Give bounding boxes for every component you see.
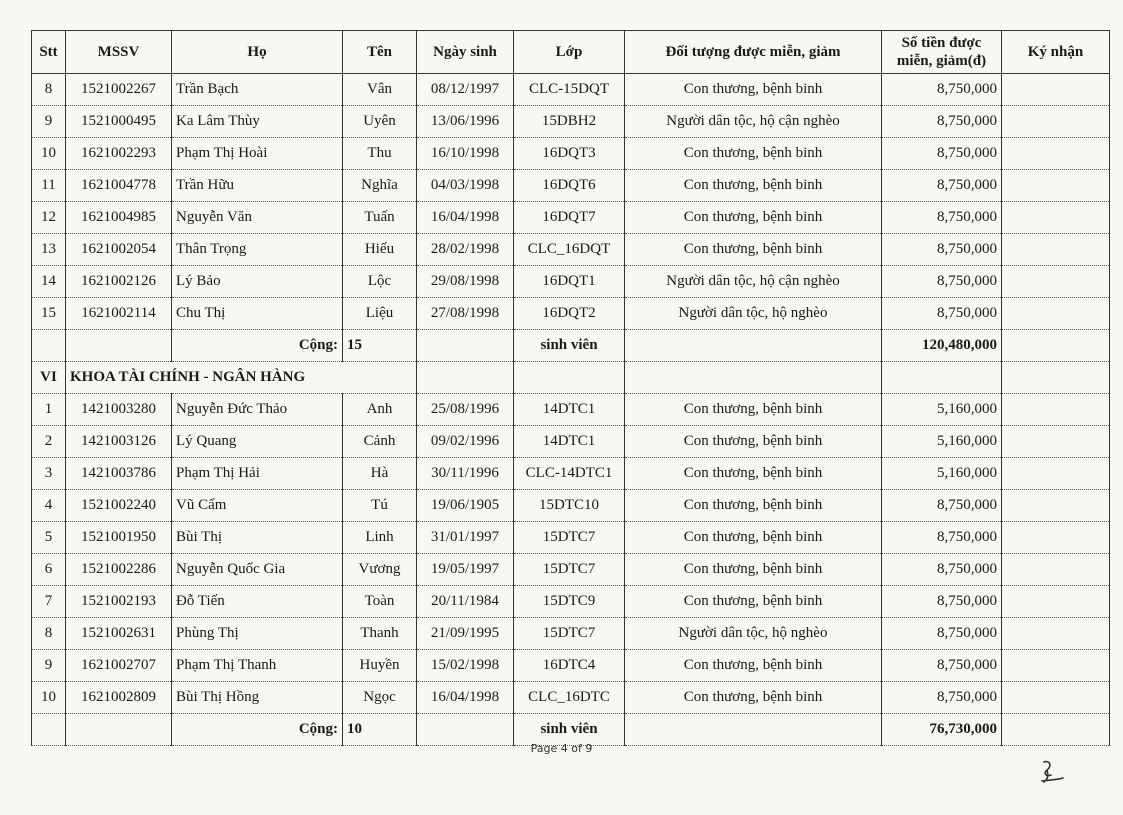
cell-so-tien: 8,750,000 bbox=[882, 170, 1002, 202]
cell-ho: Vũ Cẩm bbox=[172, 490, 343, 522]
cell-ngay-sinh: 31/01/1997 bbox=[417, 522, 514, 554]
cell-ten: Vương bbox=[343, 554, 417, 586]
cell-ngay-sinh: 29/08/1998 bbox=[417, 266, 514, 298]
group1-total-body bbox=[32, 330, 1110, 394]
cell-ngay-sinh: 08/12/1997 bbox=[417, 74, 514, 106]
cell-doi-tuong: Con thương, bệnh binh bbox=[625, 522, 882, 554]
cell-ho: Bùi Thị bbox=[172, 522, 343, 554]
signature-cell bbox=[1002, 266, 1110, 298]
table-row bbox=[32, 682, 1110, 714]
cell-so-tien: 8,750,000 bbox=[882, 554, 1002, 586]
section-blank bbox=[625, 362, 882, 394]
cell-stt: 10 bbox=[32, 682, 66, 714]
cell-ten: Uyên bbox=[343, 106, 417, 138]
cell-ho: Trần Hữu bbox=[172, 170, 343, 202]
signature-cell bbox=[1002, 394, 1110, 426]
cell-stt: 2 bbox=[32, 426, 66, 458]
table-row bbox=[32, 554, 1110, 586]
cell-mssv: 1521002286 bbox=[66, 554, 172, 586]
cell-stt: 6 bbox=[32, 554, 66, 586]
cell-so-tien: 8,750,000 bbox=[882, 234, 1002, 266]
cell-so-tien: 5,160,000 bbox=[882, 458, 1002, 490]
signature-cell bbox=[1002, 106, 1110, 138]
cell-doi-tuong: Con thương, bệnh binh bbox=[625, 426, 882, 458]
cell-stt: 5 bbox=[32, 522, 66, 554]
cell-lop: 16DQT7 bbox=[514, 202, 625, 234]
cell-stt: 1 bbox=[32, 394, 66, 426]
group1-total-row bbox=[32, 330, 1110, 362]
cell-mssv: 1521002267 bbox=[66, 74, 172, 106]
table-row bbox=[32, 618, 1110, 650]
total-label: Cộng: bbox=[172, 330, 343, 362]
signature-cell bbox=[1002, 202, 1110, 234]
cell-doi-tuong: Người dân tộc, hộ nghèo bbox=[625, 298, 882, 330]
cell-mssv: 1521001950 bbox=[66, 522, 172, 554]
cell-ngay-sinh: 16/04/1998 bbox=[417, 682, 514, 714]
header-stt: Stt bbox=[32, 31, 66, 74]
cell-stt: 4 bbox=[32, 490, 66, 522]
signature-cell bbox=[1002, 554, 1110, 586]
cell-so-tien: 8,750,000 bbox=[882, 618, 1002, 650]
cell-ngay-sinh: 25/08/1996 bbox=[417, 394, 514, 426]
cell-lop: 14DTC1 bbox=[514, 426, 625, 458]
cell-so-tien: 8,750,000 bbox=[882, 202, 1002, 234]
cell-mssv: 1621002293 bbox=[66, 138, 172, 170]
section-blank bbox=[417, 362, 514, 394]
signature-cell bbox=[1002, 490, 1110, 522]
exemption-table bbox=[31, 30, 1110, 746]
signature-cell bbox=[1002, 74, 1110, 106]
cell-ho: Phùng Thị bbox=[172, 618, 343, 650]
total-count: 15 bbox=[343, 330, 417, 362]
cell-doi-tuong: Con thương, bệnh binh bbox=[625, 170, 882, 202]
cell-so-tien: 5,160,000 bbox=[882, 394, 1002, 426]
cell-ho: Phạm Thị Hoài bbox=[172, 138, 343, 170]
header-so-tien: Số tiền được miễn, giảm(đ) bbox=[882, 31, 1002, 74]
group2-total-body bbox=[32, 714, 1110, 746]
table-row bbox=[32, 394, 1110, 426]
cell-mssv: 1621002707 bbox=[66, 650, 172, 682]
cell-stt: 8 bbox=[32, 618, 66, 650]
cell-stt: 7 bbox=[32, 586, 66, 618]
cell-so-tien: 8,750,000 bbox=[882, 650, 1002, 682]
cell-ten: Ngọc bbox=[343, 682, 417, 714]
cell-ngay-sinh: 16/10/1998 bbox=[417, 138, 514, 170]
cell-ten: Huyền bbox=[343, 650, 417, 682]
cell-lop: 15DTC7 bbox=[514, 522, 625, 554]
cell-stt: 3 bbox=[32, 458, 66, 490]
header-row bbox=[32, 31, 1110, 74]
total-unit: sinh viên bbox=[514, 714, 625, 746]
cell-doi-tuong: Con thương, bệnh binh bbox=[625, 138, 882, 170]
cell-ngay-sinh: 19/05/1997 bbox=[417, 554, 514, 586]
cell-ho: Lý Bảo bbox=[172, 266, 343, 298]
signature-cell bbox=[1002, 618, 1110, 650]
cell-lop: CLC-15DQT bbox=[514, 74, 625, 106]
cell-ten: Nghĩa bbox=[343, 170, 417, 202]
header-doi-tuong: Đối tượng được miễn, giảm bbox=[625, 31, 882, 74]
cell-so-tien: 8,750,000 bbox=[882, 490, 1002, 522]
section-row bbox=[32, 362, 1110, 394]
signature-cell bbox=[1002, 714, 1110, 746]
cell-ho: Nguyễn Đức Thảo bbox=[172, 394, 343, 426]
cell-ten: Anh bbox=[343, 394, 417, 426]
group2-body bbox=[32, 394, 1110, 714]
total-blank bbox=[417, 714, 514, 746]
cell-lop: CLC_16DTC bbox=[514, 682, 625, 714]
cell-ngay-sinh: 20/11/1984 bbox=[417, 586, 514, 618]
cell-ten: Thu bbox=[343, 138, 417, 170]
header-mssv: MSSV bbox=[66, 31, 172, 74]
cell-ho: Nguyễn Văn bbox=[172, 202, 343, 234]
cell-stt: 9 bbox=[32, 650, 66, 682]
cell-ten: Thanh bbox=[343, 618, 417, 650]
cell-ten: Vân bbox=[343, 74, 417, 106]
cell-ngay-sinh: 13/06/1996 bbox=[417, 106, 514, 138]
cell-ten: Linh bbox=[343, 522, 417, 554]
cell-doi-tuong: Con thương, bệnh binh bbox=[625, 234, 882, 266]
cell-doi-tuong: Con thương, bệnh binh bbox=[625, 650, 882, 682]
section-blank bbox=[1002, 362, 1110, 394]
cell-lop: 16DQT3 bbox=[514, 138, 625, 170]
cell-ngay-sinh: 04/03/1998 bbox=[417, 170, 514, 202]
total-label: Cộng: bbox=[172, 714, 343, 746]
total-count: 10 bbox=[343, 714, 417, 746]
cell-doi-tuong: Con thương, bệnh binh bbox=[625, 490, 882, 522]
table-row bbox=[32, 234, 1110, 266]
cell-ho: Phạm Thị Thanh bbox=[172, 650, 343, 682]
cell-mssv: 1421003786 bbox=[66, 458, 172, 490]
cell-stt: 12 bbox=[32, 202, 66, 234]
signature-cell bbox=[1002, 138, 1110, 170]
cell-lop: 16DQT2 bbox=[514, 298, 625, 330]
cell-lop: 15DTC10 bbox=[514, 490, 625, 522]
cell-ho: Đỗ Tiến bbox=[172, 586, 343, 618]
cell-ten: Toàn bbox=[343, 586, 417, 618]
cell-stt: 11 bbox=[32, 170, 66, 202]
cell-doi-tuong: Con thương, bệnh binh bbox=[625, 74, 882, 106]
signature-cell bbox=[1002, 426, 1110, 458]
table-row bbox=[32, 266, 1110, 298]
cell-lop: 16DQT6 bbox=[514, 170, 625, 202]
section-blank bbox=[882, 362, 1002, 394]
cell-doi-tuong: Người dân tộc, hộ cận nghèo bbox=[625, 106, 882, 138]
cell-lop: 16DTC4 bbox=[514, 650, 625, 682]
signature-cell bbox=[1002, 682, 1110, 714]
cell-doi-tuong: Con thương, bệnh binh bbox=[625, 458, 882, 490]
cell-lop: 15DTC7 bbox=[514, 618, 625, 650]
header-ky-nhan: Ký nhận bbox=[1002, 31, 1110, 74]
signature-cell bbox=[1002, 522, 1110, 554]
cell-ho: Bùi Thị Hồng bbox=[172, 682, 343, 714]
section-title: KHOA TÀI CHÍNH - NGÂN HÀNG bbox=[66, 362, 417, 394]
table-row bbox=[32, 170, 1110, 202]
cell-mssv: 1521002193 bbox=[66, 586, 172, 618]
cell-stt: 9 bbox=[32, 106, 66, 138]
signature-cell bbox=[1002, 234, 1110, 266]
cell-ten: Tú bbox=[343, 490, 417, 522]
cell-lop: 15DTC7 bbox=[514, 554, 625, 586]
cell-stt: 13 bbox=[32, 234, 66, 266]
document-sheet bbox=[31, 30, 1109, 746]
cell-so-tien: 8,750,000 bbox=[882, 586, 1002, 618]
signature-cell bbox=[1002, 650, 1110, 682]
cell-ho: Chu Thị bbox=[172, 298, 343, 330]
total-blank bbox=[32, 330, 66, 362]
cell-ngay-sinh: 27/08/1998 bbox=[417, 298, 514, 330]
cell-ngay-sinh: 28/02/1998 bbox=[417, 234, 514, 266]
cell-so-tien: 8,750,000 bbox=[882, 682, 1002, 714]
cell-ngay-sinh: 09/02/1996 bbox=[417, 426, 514, 458]
total-blank bbox=[625, 714, 882, 746]
signature-cell bbox=[1002, 586, 1110, 618]
cell-ngay-sinh: 30/11/1996 bbox=[417, 458, 514, 490]
signature-cell bbox=[1002, 298, 1110, 330]
cell-mssv: 1621004985 bbox=[66, 202, 172, 234]
cell-ngay-sinh: 21/09/1995 bbox=[417, 618, 514, 650]
cell-ngay-sinh: 16/04/1998 bbox=[417, 202, 514, 234]
table-row bbox=[32, 650, 1110, 682]
table-row bbox=[32, 106, 1110, 138]
cell-lop: 15DBH2 bbox=[514, 106, 625, 138]
cell-doi-tuong: Người dân tộc, hộ nghèo bbox=[625, 618, 882, 650]
total-blank bbox=[625, 330, 882, 362]
cell-mssv: 1621002114 bbox=[66, 298, 172, 330]
cell-so-tien: 8,750,000 bbox=[882, 266, 1002, 298]
cell-doi-tuong: Con thương, bệnh binh bbox=[625, 586, 882, 618]
cell-ten: Cảnh bbox=[343, 426, 417, 458]
cell-lop: 16DQT1 bbox=[514, 266, 625, 298]
group1-body bbox=[32, 74, 1110, 330]
cell-lop: CLC_16DQT bbox=[514, 234, 625, 266]
cell-ten: Tuấn bbox=[343, 202, 417, 234]
total-amount: 120,480,000 bbox=[882, 330, 1002, 362]
section-blank bbox=[514, 362, 625, 394]
cell-mssv: 1421003126 bbox=[66, 426, 172, 458]
handwritten-initial-mark bbox=[1038, 758, 1066, 786]
cell-doi-tuong: Con thương, bệnh binh bbox=[625, 554, 882, 586]
table-row bbox=[32, 202, 1110, 234]
total-amount: 76,730,000 bbox=[882, 714, 1002, 746]
table-row bbox=[32, 298, 1110, 330]
cell-doi-tuong: Con thương, bệnh binh bbox=[625, 202, 882, 234]
cell-mssv: 1621002126 bbox=[66, 266, 172, 298]
cell-so-tien: 8,750,000 bbox=[882, 522, 1002, 554]
cell-ngay-sinh: 15/02/1998 bbox=[417, 650, 514, 682]
cell-mssv: 1521000495 bbox=[66, 106, 172, 138]
cell-ten: Lộc bbox=[343, 266, 417, 298]
cell-lop: 15DTC9 bbox=[514, 586, 625, 618]
cell-so-tien: 8,750,000 bbox=[882, 106, 1002, 138]
table-row bbox=[32, 426, 1110, 458]
cell-ten: Hà bbox=[343, 458, 417, 490]
cell-mssv: 1521002240 bbox=[66, 490, 172, 522]
table-row bbox=[32, 74, 1110, 106]
cell-ten: Liệu bbox=[343, 298, 417, 330]
total-blank bbox=[417, 330, 514, 362]
cell-so-tien: 5,160,000 bbox=[882, 426, 1002, 458]
cell-ngay-sinh: 19/06/1905 bbox=[417, 490, 514, 522]
cell-ho: Thân Trọng bbox=[172, 234, 343, 266]
header-ten: Tên bbox=[343, 31, 417, 74]
header-ho: Họ bbox=[172, 31, 343, 74]
cell-mssv: 1621004778 bbox=[66, 170, 172, 202]
cell-ho: Lý Quang bbox=[172, 426, 343, 458]
cell-lop: 14DTC1 bbox=[514, 394, 625, 426]
cell-mssv: 1521002631 bbox=[66, 618, 172, 650]
table-row bbox=[32, 490, 1110, 522]
signature-cell bbox=[1002, 330, 1110, 362]
group2-total-row bbox=[32, 714, 1110, 746]
cell-mssv: 1621002054 bbox=[66, 234, 172, 266]
total-blank bbox=[32, 714, 66, 746]
header-lop: Lớp bbox=[514, 31, 625, 74]
cell-doi-tuong: Con thương, bệnh binh bbox=[625, 394, 882, 426]
cell-doi-tuong: Con thương, bệnh binh bbox=[625, 682, 882, 714]
table-row bbox=[32, 522, 1110, 554]
cell-ho: Ka Lâm Thùy bbox=[172, 106, 343, 138]
cell-doi-tuong: Người dân tộc, hộ cận nghèo bbox=[625, 266, 882, 298]
cell-stt: 10 bbox=[32, 138, 66, 170]
cell-stt: 15 bbox=[32, 298, 66, 330]
cell-ho: Phạm Thị Hải bbox=[172, 458, 343, 490]
cell-ten: Hiếu bbox=[343, 234, 417, 266]
table-row bbox=[32, 586, 1110, 618]
cell-lop: CLC-14DTC1 bbox=[514, 458, 625, 490]
cell-so-tien: 8,750,000 bbox=[882, 298, 1002, 330]
total-blank bbox=[66, 330, 172, 362]
cell-stt: 14 bbox=[32, 266, 66, 298]
cell-stt: 8 bbox=[32, 74, 66, 106]
cell-ho: Nguyễn Quốc Gia bbox=[172, 554, 343, 586]
table-row bbox=[32, 138, 1110, 170]
header-ngay-sinh: Ngày sinh bbox=[417, 31, 514, 74]
signature-cell bbox=[1002, 458, 1110, 490]
cell-mssv: 1421003280 bbox=[66, 394, 172, 426]
cell-so-tien: 8,750,000 bbox=[882, 74, 1002, 106]
signature-cell bbox=[1002, 170, 1110, 202]
table-row bbox=[32, 458, 1110, 490]
cell-mssv: 1621002809 bbox=[66, 682, 172, 714]
cell-so-tien: 8,750,000 bbox=[882, 138, 1002, 170]
total-blank bbox=[66, 714, 172, 746]
page-number: Page 4 of 9 bbox=[530, 742, 593, 755]
total-unit: sinh viên bbox=[514, 330, 625, 362]
cell-ho: Trần Bạch bbox=[172, 74, 343, 106]
section-number: VI bbox=[32, 362, 66, 394]
